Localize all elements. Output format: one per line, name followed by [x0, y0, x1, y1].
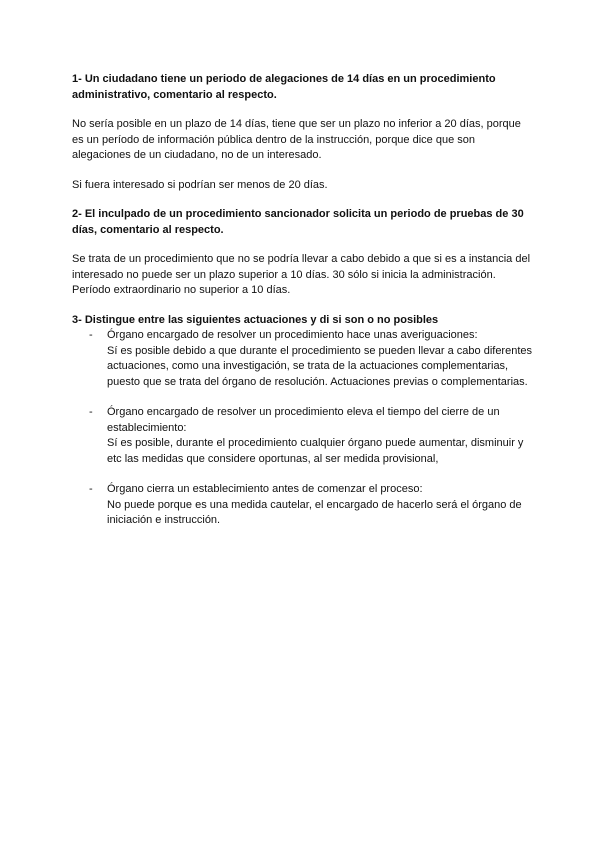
list-bullet: - — [89, 406, 93, 418]
document-page — [72, 72, 532, 529]
list-bullet: - — [89, 329, 93, 341]
item-title: Órgano encargado de resolver un procedimiento hace unas averiguaciones: — [107, 329, 478, 341]
item-answer: Sí es posible, durante el procedimiento cualquier órgano puede aumentar, disminuir y etc las medidas que considere oportunas, al ser medida provisional, — [107, 437, 524, 465]
item-title: Órgano cierra un establecimiento antes de comenzar el proceso: — [107, 483, 423, 495]
question-2-answer: Se trata de un procedimiento que no se podría llevar a cabo debido a que si es a instancia del interesado no puede ser un plazo superior a 10 días. 30 sólo si inicia la administración. Período extraordinario no superior a 10 días. — [72, 253, 531, 296]
question-3-heading: 3- Distingue entre las siguientes actuaciones y di si son o no posibles — [72, 313, 439, 326]
question-1-note: Si fuera interesado si podrían ser menos de 20 días. — [72, 178, 328, 191]
question-3-list — [72, 328, 532, 529]
list-bullet: - — [89, 483, 93, 495]
question-1-answer: No sería posible en un plazo de 14 días, tiene que ser un plazo no inferior a 20 días, porque es un período de información pública dentro de la instrucción, porque dice que son alegaciones de un ciudadano, no de un interesado. — [72, 118, 521, 161]
item-title: Órgano encargado de resolver un procedimiento eleva el tiempo del cierre de un establecimiento: — [107, 406, 500, 434]
list-item — [72, 482, 532, 529]
item-answer: Sí es posible debido a que durante el procedimiento se pueden llevar a cabo diferentes actuaciones, como una investigación, se trata de la actuaciones complementarias, puesto que se trata del órgano de resolución. Actuaciones previas o complementarias. — [107, 344, 533, 388]
question-2-heading: 2- El inculpado de un procedimiento sancionador solicita un periodo de pruebas de 30 días, comentario al respecto. — [72, 208, 524, 236]
item-answer: No puede porque es una medida cautelar, el encargado de hacerlo será el órgano de iniciación e instrucción. — [107, 498, 522, 526]
question-1-heading: 1- Un ciudadano tiene un periodo de alegaciones de 14 días en un procedimiento administrativo, comentario al respecto. — [72, 73, 496, 101]
list-item — [72, 328, 532, 390]
list-item — [72, 405, 532, 467]
